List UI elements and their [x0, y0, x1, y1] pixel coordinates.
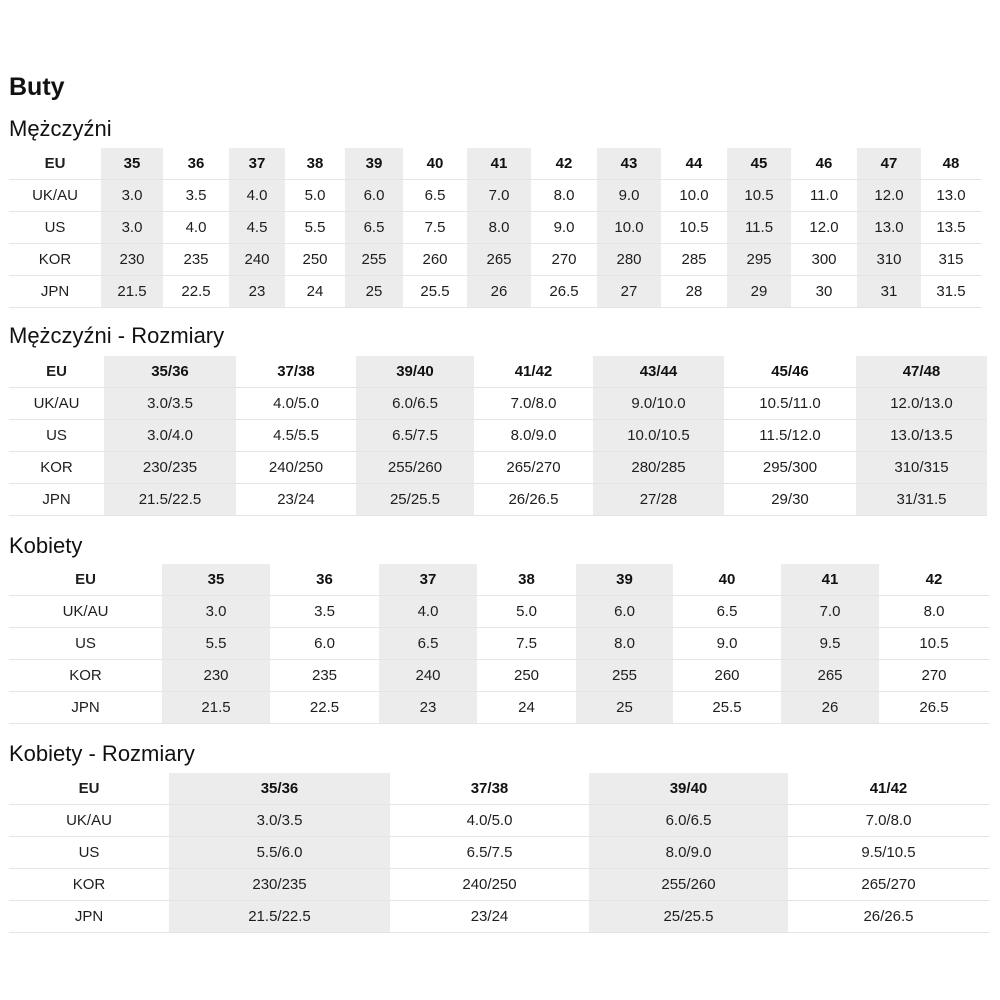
size-cell: 260: [403, 244, 467, 276]
size-cell: 3.5: [163, 180, 229, 212]
size-cell: 6.5: [379, 628, 477, 660]
size-cell: 5.0: [285, 180, 345, 212]
size-table-women-ranges: [9, 773, 989, 933]
size-cell: 25: [576, 692, 673, 724]
size-cell: 295/300: [724, 452, 856, 484]
size-cell: 230/235: [169, 869, 390, 901]
size-cell: 6.5: [673, 596, 781, 628]
size-cell: 240: [229, 244, 285, 276]
size-header-row: [9, 773, 989, 805]
column-header: 39: [576, 564, 673, 596]
size-table-men-ranges: [9, 356, 987, 516]
size-cell: 8.0/9.0: [474, 420, 593, 452]
size-cell: 285: [661, 244, 727, 276]
size-row: [9, 484, 987, 516]
size-cell: 4.0: [379, 596, 477, 628]
size-cell: 8.0: [531, 180, 597, 212]
size-cell: 13.0: [921, 180, 981, 212]
row-label: EU: [9, 148, 101, 180]
size-cell: 12.0/13.0: [856, 388, 987, 420]
column-header: 35/36: [104, 356, 236, 388]
size-cell: 5.5: [285, 212, 345, 244]
section-title-men-ranges: Mężczyźni - Rozmiary: [9, 323, 225, 348]
size-cell: 21.5: [162, 692, 270, 724]
size-row: [9, 692, 989, 724]
column-header: 42: [531, 148, 597, 180]
row-label: JPN: [9, 901, 169, 933]
size-cell: 8.0: [467, 212, 531, 244]
size-cell: 3.0/3.5: [104, 388, 236, 420]
size-cell: 7.0/8.0: [788, 805, 989, 837]
size-cell: 230: [101, 244, 163, 276]
size-cell: 29/30: [724, 484, 856, 516]
column-header: 36: [270, 564, 379, 596]
size-cell: 11.5/12.0: [724, 420, 856, 452]
size-row: [9, 596, 989, 628]
size-row: [9, 180, 981, 212]
size-cell: 27: [597, 276, 661, 308]
size-cell: 11.5: [727, 212, 791, 244]
column-header: 39: [345, 148, 403, 180]
size-cell: 265/270: [788, 869, 989, 901]
size-cell: 9.0: [597, 180, 661, 212]
row-label: KOR: [9, 869, 169, 901]
column-header: 41: [781, 564, 879, 596]
size-cell: 255/260: [589, 869, 788, 901]
size-cell: 255: [576, 660, 673, 692]
size-cell: 7.5: [403, 212, 467, 244]
column-header: 37: [379, 564, 477, 596]
size-cell: 265: [467, 244, 531, 276]
size-cell: 5.0: [477, 596, 576, 628]
size-cell: 31/31.5: [856, 484, 987, 516]
size-cell: 25.5: [403, 276, 467, 308]
size-cell: 6.0: [270, 628, 379, 660]
size-cell: 300: [791, 244, 857, 276]
row-label: US: [9, 212, 101, 244]
column-header: 35: [162, 564, 270, 596]
size-cell: 250: [285, 244, 345, 276]
row-label: EU: [9, 773, 169, 805]
size-cell: 26.5: [879, 692, 989, 724]
size-cell: 5.5: [162, 628, 270, 660]
size-cell: 3.0/3.5: [169, 805, 390, 837]
size-cell: 7.0: [781, 596, 879, 628]
size-cell: 8.0: [576, 628, 673, 660]
size-row: [9, 244, 981, 276]
section-title-men: Mężczyźni: [9, 116, 112, 141]
row-label: UK/AU: [9, 388, 104, 420]
column-header: 38: [285, 148, 345, 180]
size-row: [9, 276, 981, 308]
size-cell: 25: [345, 276, 403, 308]
size-cell: 3.0: [162, 596, 270, 628]
size-cell: 6.0: [576, 596, 673, 628]
column-header: 47: [857, 148, 921, 180]
column-header: 46: [791, 148, 857, 180]
size-cell: 6.0: [345, 180, 403, 212]
size-cell: 13.0/13.5: [856, 420, 987, 452]
size-header-row: [9, 148, 981, 180]
size-row: [9, 660, 989, 692]
column-header: 43/44: [593, 356, 724, 388]
size-cell: 9.5: [781, 628, 879, 660]
size-cell: 30: [791, 276, 857, 308]
size-cell: 24: [477, 692, 576, 724]
size-cell: 310: [857, 244, 921, 276]
size-row: [9, 628, 989, 660]
size-cell: 4.5/5.5: [236, 420, 356, 452]
size-row: [9, 901, 989, 933]
size-row: [9, 805, 989, 837]
size-cell: 25/25.5: [356, 484, 474, 516]
row-label: EU: [9, 564, 162, 596]
size-row: [9, 452, 987, 484]
column-header: 39/40: [589, 773, 788, 805]
size-row: [9, 420, 987, 452]
size-cell: 28: [661, 276, 727, 308]
page-title: Buty: [9, 73, 65, 101]
row-label: JPN: [9, 692, 162, 724]
column-header: 40: [403, 148, 467, 180]
size-cell: 10.5/11.0: [724, 388, 856, 420]
size-cell: 4.0: [163, 212, 229, 244]
size-cell: 10.0/10.5: [593, 420, 724, 452]
size-cell: 4.0/5.0: [390, 805, 589, 837]
size-row: [9, 869, 989, 901]
size-table-men: [9, 148, 981, 308]
size-cell: 235: [270, 660, 379, 692]
size-cell: 265/270: [474, 452, 593, 484]
column-header: 41/42: [474, 356, 593, 388]
column-header: 41: [467, 148, 531, 180]
size-cell: 7.0/8.0: [474, 388, 593, 420]
column-header: 36: [163, 148, 229, 180]
size-cell: 235: [163, 244, 229, 276]
size-cell: 9.0: [673, 628, 781, 660]
size-cell: 31: [857, 276, 921, 308]
column-header: 39/40: [356, 356, 474, 388]
column-header: 37/38: [390, 773, 589, 805]
column-header: 45: [727, 148, 791, 180]
column-header: 44: [661, 148, 727, 180]
size-cell: 6.0/6.5: [589, 805, 788, 837]
size-cell: 6.0/6.5: [356, 388, 474, 420]
size-cell: 250: [477, 660, 576, 692]
size-cell: 12.0: [791, 212, 857, 244]
size-cell: 21.5: [101, 276, 163, 308]
size-cell: 13.0: [857, 212, 921, 244]
size-cell: 8.0/9.0: [589, 837, 788, 869]
row-label: KOR: [9, 660, 162, 692]
size-cell: 10.0: [597, 212, 661, 244]
row-label: KOR: [9, 452, 104, 484]
section-title-women-ranges: Kobiety - Rozmiary: [9, 741, 195, 766]
size-cell: 29: [727, 276, 791, 308]
row-label: UK/AU: [9, 180, 101, 212]
size-row: [9, 212, 981, 244]
size-cell: 280/285: [593, 452, 724, 484]
size-cell: 260: [673, 660, 781, 692]
size-cell: 4.0/5.0: [236, 388, 356, 420]
size-cell: 270: [879, 660, 989, 692]
size-cell: 27/28: [593, 484, 724, 516]
section-title-women: Kobiety: [9, 533, 83, 558]
size-cell: 23: [379, 692, 477, 724]
size-cell: 13.5: [921, 212, 981, 244]
column-header: 35/36: [169, 773, 390, 805]
size-cell: 255/260: [356, 452, 474, 484]
size-cell: 265: [781, 660, 879, 692]
size-cell: 21.5/22.5: [169, 901, 390, 933]
size-cell: 315: [921, 244, 981, 276]
size-cell: 31.5: [921, 276, 981, 308]
size-cell: 25/25.5: [589, 901, 788, 933]
size-cell: 10.5: [661, 212, 727, 244]
size-cell: 240: [379, 660, 477, 692]
size-cell: 6.5: [345, 212, 403, 244]
size-cell: 7.0: [467, 180, 531, 212]
size-cell: 25.5: [673, 692, 781, 724]
row-label: JPN: [9, 276, 101, 308]
size-table-women: [9, 564, 989, 724]
column-header: 43: [597, 148, 661, 180]
size-cell: 10.5: [727, 180, 791, 212]
row-label: US: [9, 837, 169, 869]
size-cell: 310/315: [856, 452, 987, 484]
size-cell: 24: [285, 276, 345, 308]
size-cell: 3.0: [101, 180, 163, 212]
column-header: 38: [477, 564, 576, 596]
size-cell: 3.5: [270, 596, 379, 628]
row-label: EU: [9, 356, 104, 388]
size-cell: 10.5: [879, 628, 989, 660]
size-cell: 5.5/6.0: [169, 837, 390, 869]
row-label: KOR: [9, 244, 101, 276]
column-header: 37/38: [236, 356, 356, 388]
row-label: US: [9, 628, 162, 660]
size-header-row: [9, 356, 987, 388]
size-cell: 26/26.5: [474, 484, 593, 516]
row-label: JPN: [9, 484, 104, 516]
size-cell: 280: [597, 244, 661, 276]
size-cell: 270: [531, 244, 597, 276]
size-cell: 230/235: [104, 452, 236, 484]
size-cell: 26.5: [531, 276, 597, 308]
size-cell: 255: [345, 244, 403, 276]
row-label: UK/AU: [9, 805, 169, 837]
column-header: 40: [673, 564, 781, 596]
column-header: 35: [101, 148, 163, 180]
size-cell: 22.5: [270, 692, 379, 724]
size-cell: 7.5: [477, 628, 576, 660]
size-cell: 10.0: [661, 180, 727, 212]
size-cell: 9.5/10.5: [788, 837, 989, 869]
size-cell: 26: [781, 692, 879, 724]
size-cell: 11.0: [791, 180, 857, 212]
size-row: [9, 837, 989, 869]
column-header: 42: [879, 564, 989, 596]
row-label: UK/AU: [9, 596, 162, 628]
column-header: 41/42: [788, 773, 989, 805]
size-cell: 21.5/22.5: [104, 484, 236, 516]
size-row: [9, 388, 987, 420]
column-header: 47/48: [856, 356, 987, 388]
size-cell: 240/250: [390, 869, 589, 901]
column-header: 45/46: [724, 356, 856, 388]
size-cell: 8.0: [879, 596, 989, 628]
size-cell: 240/250: [236, 452, 356, 484]
column-header: 48: [921, 148, 981, 180]
size-cell: 23/24: [390, 901, 589, 933]
size-cell: 23/24: [236, 484, 356, 516]
size-header-row: [9, 564, 989, 596]
size-cell: 9.0/10.0: [593, 388, 724, 420]
size-cell: 23: [229, 276, 285, 308]
row-label: US: [9, 420, 104, 452]
size-cell: 3.0/4.0: [104, 420, 236, 452]
size-cell: 26: [467, 276, 531, 308]
size-cell: 22.5: [163, 276, 229, 308]
size-cell: 12.0: [857, 180, 921, 212]
size-cell: 3.0: [101, 212, 163, 244]
size-cell: 295: [727, 244, 791, 276]
size-cell: 9.0: [531, 212, 597, 244]
size-cell: 4.0: [229, 180, 285, 212]
size-cell: 26/26.5: [788, 901, 989, 933]
column-header: 37: [229, 148, 285, 180]
size-cell: 6.5/7.5: [390, 837, 589, 869]
size-cell: 230: [162, 660, 270, 692]
size-cell: 4.5: [229, 212, 285, 244]
size-cell: 6.5/7.5: [356, 420, 474, 452]
size-cell: 6.5: [403, 180, 467, 212]
